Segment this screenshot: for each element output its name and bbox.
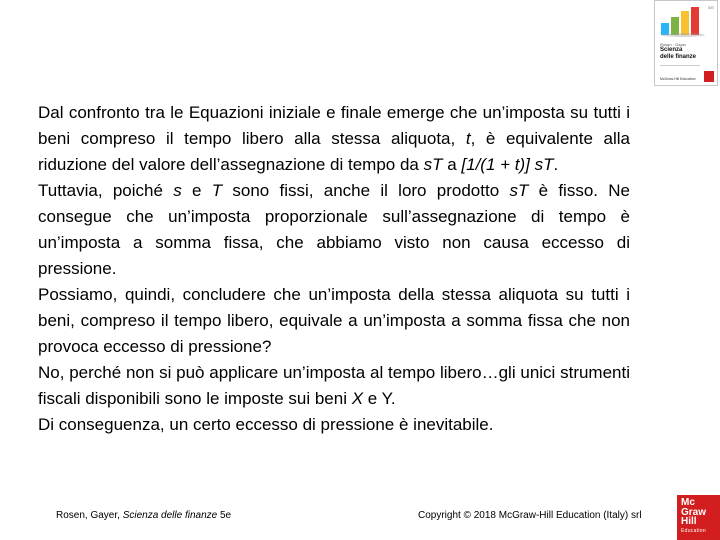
text-run: e <box>181 181 212 200</box>
var-s: s <box>173 181 182 200</box>
var-X: X <box>351 389 364 408</box>
cover-divider <box>660 65 700 66</box>
var-sT: sT <box>509 181 529 200</box>
footer-copyright: Copyright © 2018 McGraw-Hill Education (Italy) srl <box>418 510 642 521</box>
text-run: è fisso. Ne consegue che un’imposta proporzionale sull’assegnazione di tempo è un’imposta a somma fissa, che abbiamo visto non causa eccesso di pressione. <box>38 181 630 278</box>
cover-publisher-logo-icon <box>704 71 714 82</box>
cover-title <box>660 47 696 61</box>
var-t: t <box>465 129 471 148</box>
cover-title-line1: Scienza <box>660 47 683 53</box>
logo-line: Hill <box>681 516 697 527</box>
var-T: T <box>211 181 223 200</box>
cover-publisher: McGraw-Hill Education <box>660 77 696 81</box>
text-run: Rosen, Gayer, <box>56 510 123 521</box>
text-run: , è equivalente alla riduzione del valore dell’assegnazione di tempo da <box>38 129 630 174</box>
footer-citation <box>56 510 231 521</box>
book-cover-thumbnail <box>654 0 718 86</box>
mcgraw-hill-logo-icon <box>677 495 720 540</box>
var-sT: sT <box>423 155 443 174</box>
text-run: e Y. <box>363 389 396 408</box>
text-run: Tuttavia, poiché <box>38 181 174 200</box>
book-title: Scienza delle finanze <box>122 510 218 521</box>
paragraph-3: Possiamo, quindi, concludere che un’imposta della stessa aliquota su tutti i beni, compreso il tempo libero, equivale a un’imposta a somma fissa che non provoca eccesso di pressione? <box>38 285 630 356</box>
paragraph-5: Di conseguenza, un certo eccesso di pressione è inevitabile. <box>38 415 494 434</box>
cover-authors: Rosen · Gayer <box>660 42 687 47</box>
paragraph-1 <box>38 100 630 178</box>
text-run: Dal confronto tra le Equazioni iniziale e finale emerge che un’imposta su tutti i beni compreso il tempo libero alla stessa aliquota, <box>38 103 630 148</box>
text-run: No, perché non si può applicare un’imposta al tempo libero…gli unici strumenti fiscali disponibili sono le imposte sui beni <box>38 363 630 408</box>
paragraph-2 <box>38 178 630 282</box>
slide-body-text <box>38 100 630 438</box>
text-run: . <box>553 155 559 174</box>
paragraph-4 <box>38 360 630 412</box>
logo-line: Graw <box>681 506 707 518</box>
cover-edition: 5/E <box>707 5 714 10</box>
cover-title-line2: delle finanze <box>660 54 697 60</box>
text-run: a <box>442 155 462 174</box>
logo-subtitle: Education <box>681 527 706 534</box>
text-run: sono fissi, anche il loro prodotto <box>222 181 510 200</box>
logo-line: Mc <box>681 497 695 508</box>
formula: [1/(1 + t)] sT <box>461 155 554 174</box>
text-run: 5e <box>217 510 232 521</box>
cover-chart-graphic <box>659 5 709 37</box>
